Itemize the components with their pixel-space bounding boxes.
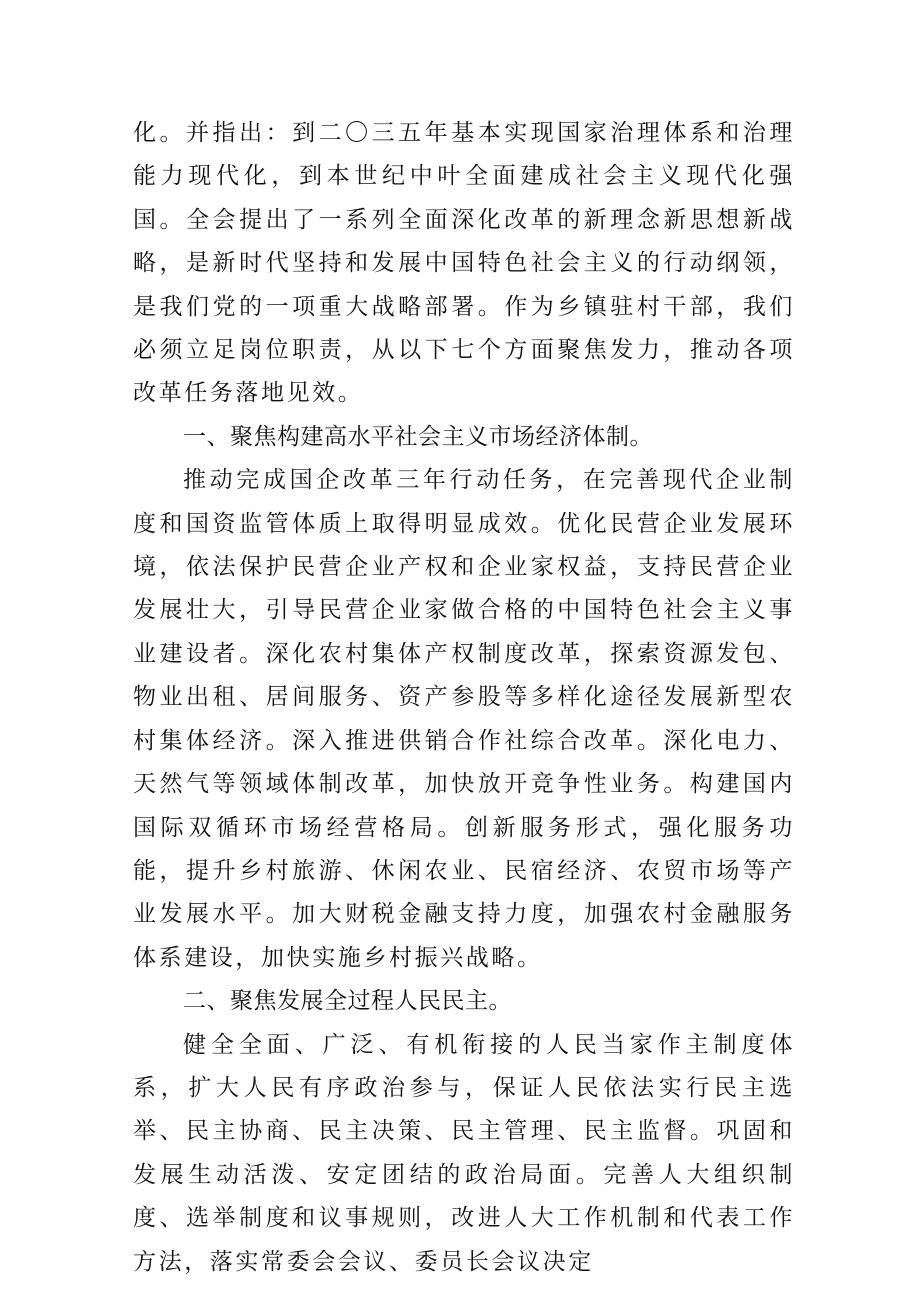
paragraph-section-2: 健全全面、广泛、有机衔接的人民当家作主制度体系，扩大人民有序政治参与，保证人民依法实行民主选举、民主协商、民主决策、民主管理、民主监督。巩固和发展生动活泼、安定团结的政治局面。完善人大组织制度、选举制度和议事规则，改进人大工作机制和代表工作方法，落实常委会会议、委员长会议决定 [133, 1031, 795, 1275]
paragraph-section-1: 推动完成国企改革三年行动任务，在完善现代企业制度和国资监管体质上取得明显成效。优化民营企业发展环境，依法保护民营企业产权和企业家权益，支持民营企业发展壮大，引导民营企业家做合格的中国特色社会主义事业建设者。深化农村集体产权制度改革，探索资源发包、物业出租、居间服务、资产参股等多样化途径发展新型农村集体经济。深入推进供销合作社综合改革。深化电力、天然气等领域体制改革，加快放开竞争性业务。构建国内国际双循环市场经营格局。创新服务形式，强化服务功能，提升乡村旅游、休闲农业、民宿经济、农贸市场等产业发展水平。加大财税金融支持力度，加强农村金融服务体系建设，加快实施乡村振兴战略。 [133, 467, 795, 971]
paragraph-intro-continuation: 化。并指出：到二〇三五年基本实现国家治理体系和治理能力现代化，到本世纪中叶全面建成社会主义现代化强国。全会提出了一系列全面深化改革的新理念新思想新战略，是新时代坚持和发展中国特色社会主义的行动纲领，是我们党的一项重大战略部署。作为乡镇驻村干部，我们必须立足岗位职责，从以下七个方面聚焦发力，推动各项改革任务落地见效。 [133, 120, 795, 407]
section-heading-1: 一、聚焦构建高水平社会主义市场经济体制。 [183, 423, 653, 450]
section-heading-2: 二、聚焦发展全过程人民民主。 [183, 988, 512, 1015]
document-body [133, 112, 795, 1284]
